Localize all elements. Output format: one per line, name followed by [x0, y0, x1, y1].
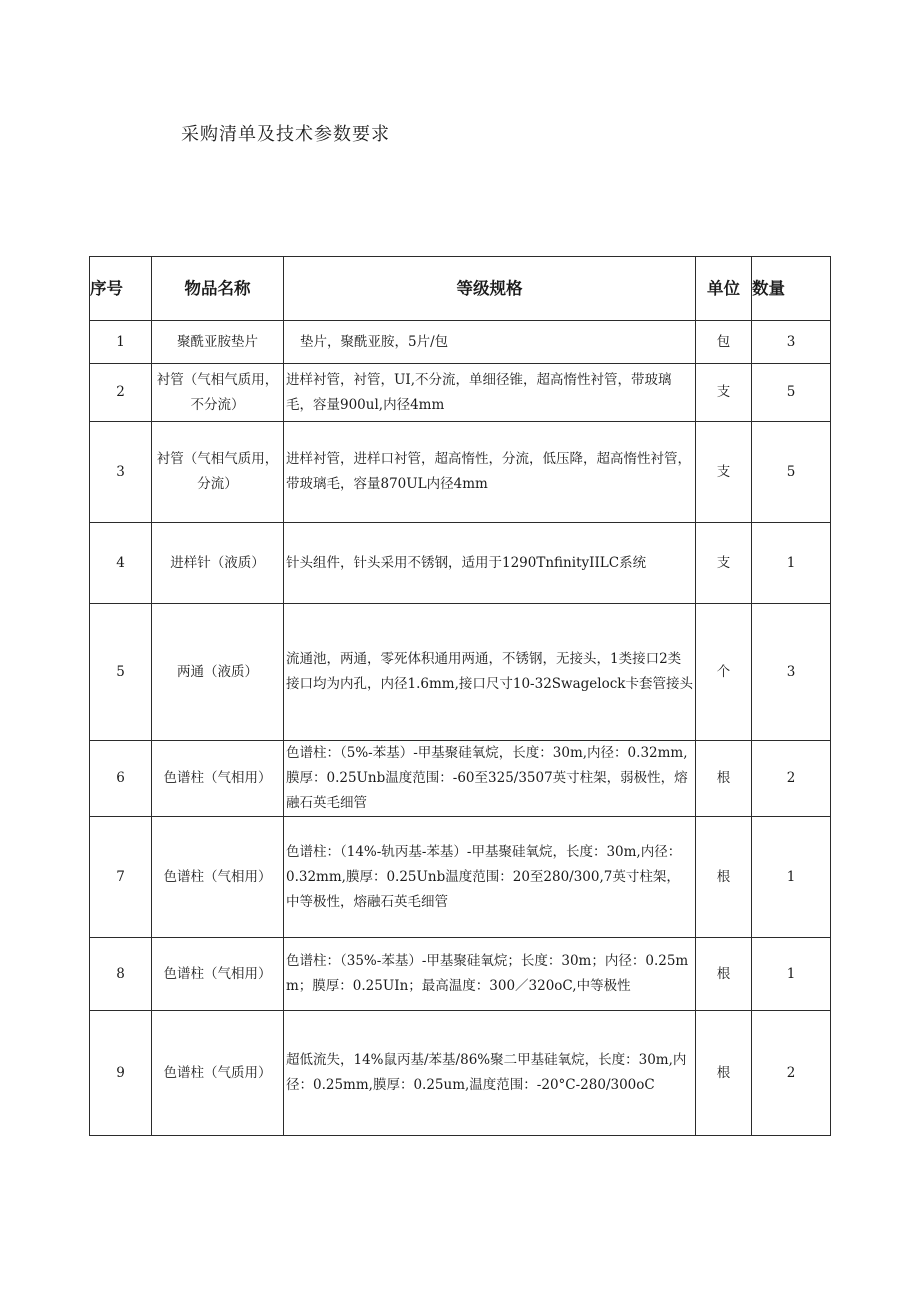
- row-qty: 1: [752, 523, 831, 604]
- table-row: [90, 938, 831, 1011]
- row-no: 5: [90, 604, 152, 741]
- row-qty: 3: [752, 321, 831, 364]
- row-unit: 根: [696, 1011, 752, 1136]
- row-spec: 进样衬管，衬管，UI,不分流，单细径锥，超高惰性衬管，带玻璃毛，容量900ul,内径4mm: [284, 364, 696, 422]
- row-name: 色谱柱（气质用）: [152, 1011, 284, 1136]
- row-unit: 支: [696, 364, 752, 422]
- row-qty: 1: [752, 938, 831, 1011]
- row-spec: 色谱柱：（5%-苯基）-甲基聚硅氧烷，长度：30m,内径：0.32mm,膜厚：0.25Unb温度范围：-60至325/3507英寸柱架，弱极性，熔融石英毛细管: [284, 741, 696, 817]
- table-row: [90, 741, 831, 817]
- row-spec: 色谱柱：（35%-苯基）-甲基聚硅氧烷；长度：30m；内径：0.25mm；膜厚：0.25UIn；最高温度：300／320oC,中等极性: [284, 938, 696, 1011]
- header-qty: 数量: [752, 257, 831, 321]
- row-unit: 支: [696, 422, 752, 523]
- row-spec: 流通池，两通，零死体积通用两通，不锈钢，无接头，1类接口2类接口均为内孔，内径1.6mm,接口尺寸10-32Swagelock卡套管接头: [284, 604, 696, 741]
- row-name: 衬管（气相气质用，不分流）: [152, 364, 284, 422]
- row-qty: 1: [752, 817, 831, 938]
- header-spec: 等级规格: [284, 257, 696, 321]
- row-unit: 包: [696, 321, 752, 364]
- row-name: 色谱柱（气相用）: [152, 817, 284, 938]
- table-row: [90, 364, 831, 422]
- row-name: 色谱柱（气相用）: [152, 741, 284, 817]
- row-unit: 根: [696, 817, 752, 938]
- row-name: 进样针（液质）: [152, 523, 284, 604]
- row-spec: 垫片，聚酰亚胺，5片/包: [284, 321, 696, 364]
- row-no: 1: [90, 321, 152, 364]
- table-row: [90, 422, 831, 523]
- row-name: 色谱柱（气相用）: [152, 938, 284, 1011]
- row-spec: 超低流失，14%鼠丙基/苯基/86%聚二甲基硅氧烷，长度：30m,内径：0.25mm,膜厚：0.25um,温度范围：-20°C-280/300oC: [284, 1011, 696, 1136]
- row-qty: 5: [752, 364, 831, 422]
- row-no: 4: [90, 523, 152, 604]
- row-name: 衬管（气相气质用，分流）: [152, 422, 284, 523]
- row-no: 7: [90, 817, 152, 938]
- procurement-table: [89, 256, 831, 1136]
- row-name: 两通（液质）: [152, 604, 284, 741]
- row-qty: 5: [752, 422, 831, 523]
- row-qty: 2: [752, 1011, 831, 1136]
- table-row: [90, 1011, 831, 1136]
- row-unit: 支: [696, 523, 752, 604]
- row-unit: 根: [696, 938, 752, 1011]
- row-no: 3: [90, 422, 152, 523]
- row-unit: 个: [696, 604, 752, 741]
- row-unit: 根: [696, 741, 752, 817]
- row-no: 2: [90, 364, 152, 422]
- row-name: 聚酰亚胺垫片: [152, 321, 284, 364]
- row-no: 6: [90, 741, 152, 817]
- table-header-row: [90, 257, 831, 321]
- row-qty: 3: [752, 604, 831, 741]
- table-row: [90, 523, 831, 604]
- row-spec: 进样衬管，进样口衬管，超高惰性，分流，低压降，超高惰性衬管，带玻璃毛，容量870UL内径4mm: [284, 422, 696, 523]
- row-no: 9: [90, 1011, 152, 1136]
- header-unit: 单位: [696, 257, 752, 321]
- table-row: [90, 817, 831, 938]
- header-name: 物品名称: [152, 257, 284, 321]
- table-row: [90, 604, 831, 741]
- row-spec: 色谱柱：（14%-轨丙基-苯基）-甲基聚硅氧烷，长度：30m,内径：0.32mm,膜厚：0.25Unb温度范围：20至280/300,7英寸柱架，中等极性，熔融石英毛细管: [284, 817, 696, 938]
- table-row: [90, 321, 831, 364]
- row-no: 8: [90, 938, 152, 1011]
- header-no: 序号: [90, 257, 152, 321]
- row-qty: 2: [752, 741, 831, 817]
- row-spec: 针头组件，针头采用不锈钢，适用于1290TnfinityIILC系统: [284, 523, 696, 604]
- page-title: 采购清单及技术参数要求: [181, 124, 390, 145]
